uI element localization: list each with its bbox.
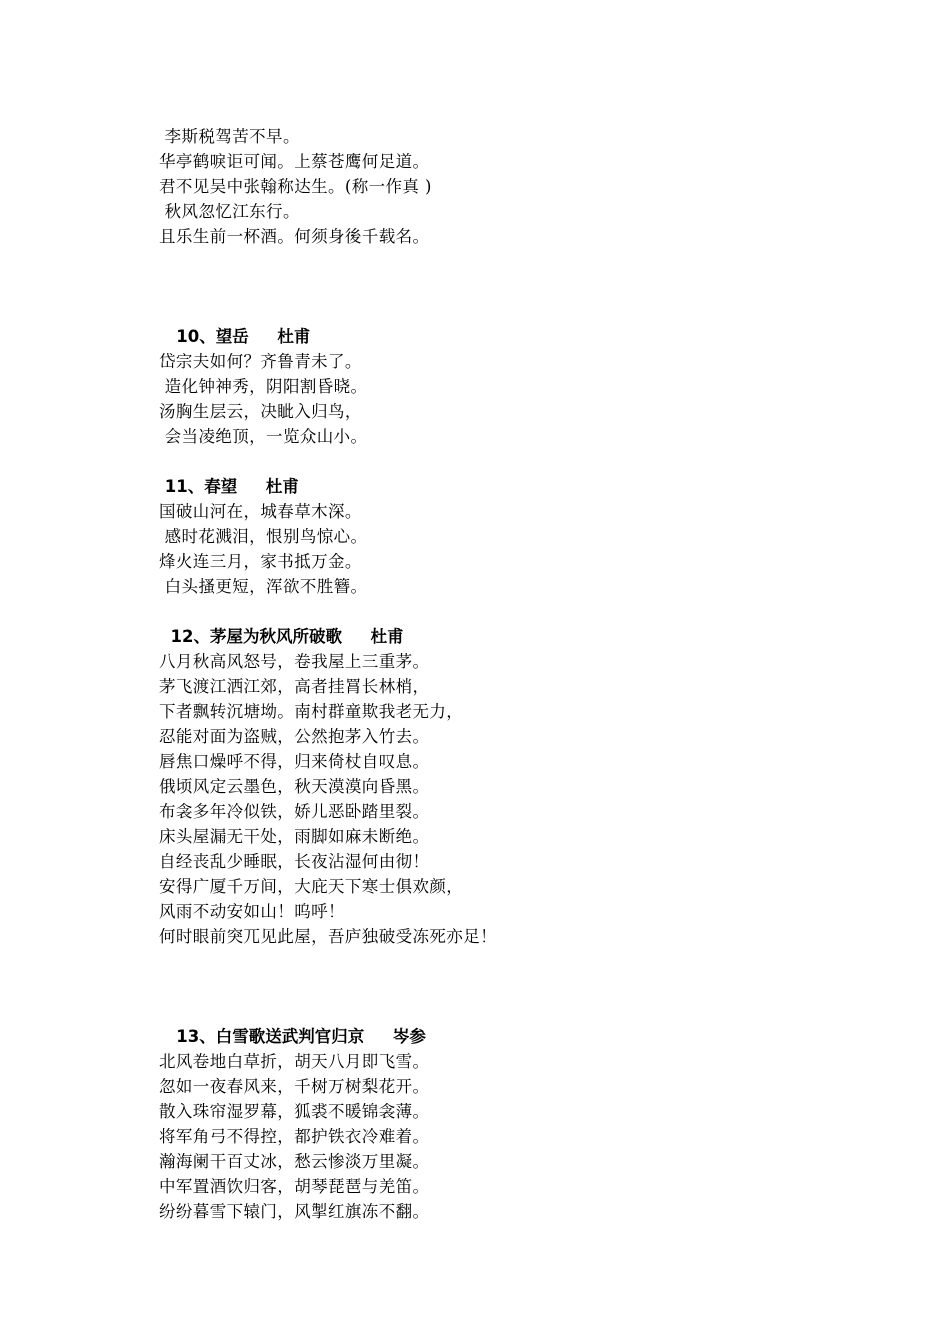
poem-line: 八月秋高风怒号，卷我屋上三重茅。	[159, 652, 430, 671]
poem-line: 忽如一夜春风来，千树万树梨花开。	[159, 1077, 430, 1096]
poem-line: 俄顷风定云墨色，秋天漠漠向昏黑。	[159, 777, 430, 796]
poem-line: 忍能对面为盗贼，公然抱茅入竹去。	[159, 727, 430, 746]
poem-line: 华亭鹤唳讵可闻。上蔡苍鹰何足道。	[159, 152, 430, 171]
poem-line: 纷纷暮雪下辕门，风掣红旗冻不翻。	[159, 1202, 430, 1221]
spacer	[159, 599, 859, 624]
poem-line: 秋风忽忆江东行。	[159, 202, 300, 221]
poem-line: 国破山河在，城春草木深。	[159, 502, 362, 521]
spacer	[159, 949, 859, 1024]
poem-chunwang	[159, 474, 859, 599]
poem-line: 且乐生前一杯酒。何须身後千载名。	[159, 227, 430, 246]
poem-line: 茅飞渡江洒江郊，高者挂罥长林梢，	[159, 677, 430, 696]
poem-line: 李斯税驾苦不早。	[159, 127, 300, 146]
poem-line: 君不见吴中张翰称达生。(称一作真 )	[159, 177, 432, 196]
poem-line: 瀚海阑干百丈冰，愁云惨淡万里凝。	[159, 1152, 430, 1171]
spacer	[159, 249, 859, 324]
poem-line: 将军角弓不得控，都护铁衣冷难着。	[159, 1127, 430, 1146]
poem-line: 下者飘转沉塘坳。南村群童欺我老无力，	[159, 702, 464, 721]
poem-baixuege	[159, 1024, 859, 1224]
poem-line: 白头搔更短，浑欲不胜簪。	[159, 577, 368, 596]
document-page	[159, 124, 859, 1224]
poem-line: 汤胸生层云，决眦入归鸟，	[159, 402, 362, 421]
poem-line: 唇焦口燥呼不得，归来倚杖自叹息。	[159, 752, 430, 771]
poem-line: 岱宗夫如何？齐鲁青未了。	[159, 352, 362, 371]
poem-line: 烽火连三月，家书抵万金。	[159, 552, 362, 571]
poem-line: 会当凌绝顶，一览众山小。	[159, 427, 368, 446]
poem-line: 造化钟神秀，阴阳割昏晓。	[159, 377, 368, 396]
poem-title: 13、白雪歌送武判官归京 岑参	[159, 1027, 426, 1046]
poem-line: 床头屋漏无干处，雨脚如麻未断绝。	[159, 827, 430, 846]
poem-line: 风雨不动安如山！呜呼！	[159, 902, 345, 921]
poem-title: 11、春望 杜甫	[159, 477, 299, 496]
poem-line: 北风卷地白草折，胡天八月即飞雪。	[159, 1052, 430, 1071]
spacer	[159, 449, 859, 474]
poem-title: 12、茅屋为秋风所破歌 杜甫	[159, 627, 404, 646]
poem-maowu	[159, 624, 859, 949]
poem-wangyue	[159, 324, 859, 449]
poem-line: 安得广厦千万间，大庇天下寒士俱欢颜，	[159, 877, 464, 896]
poem-title: 10、望岳 杜甫	[159, 327, 311, 346]
poem-line: 感时花溅泪，恨别鸟惊心。	[159, 527, 368, 546]
poem-line: 散入珠帘湿罗幕，狐裘不暖锦衾薄。	[159, 1102, 430, 1121]
poem-line: 中军置酒饮归客，胡琴琵琶与羌笛。	[159, 1177, 430, 1196]
poem-continuation	[159, 124, 859, 249]
poem-line: 自经丧乱少睡眠，长夜沾湿何由彻！	[159, 852, 430, 871]
poem-line: 布衾多年冷似铁，娇儿恶卧踏里裂。	[159, 802, 430, 821]
poem-line: 何时眼前突兀见此屋，吾庐独破受冻死亦足！	[159, 927, 497, 946]
